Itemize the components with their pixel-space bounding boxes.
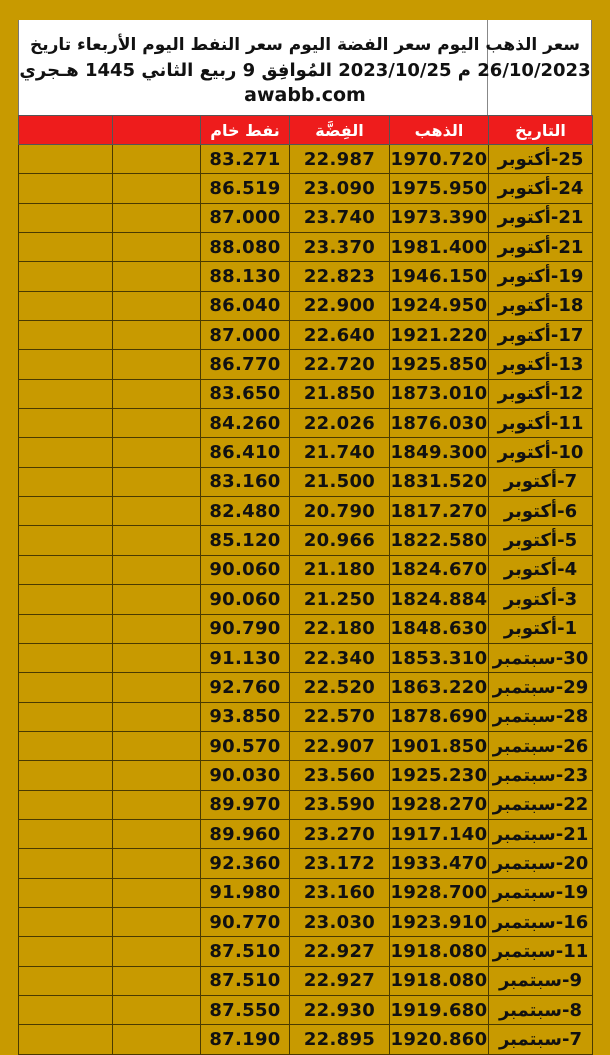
- empty-cell: [113, 203, 201, 232]
- empty-cell: [113, 585, 201, 614]
- empty-cell: [113, 409, 201, 438]
- oil-cell: 90.790: [201, 614, 290, 643]
- table-row: [19, 761, 593, 790]
- empty-cell: [113, 761, 201, 790]
- date-cell: 21-سبتمبر: [489, 819, 593, 848]
- header-oil: نفط خام: [201, 116, 290, 145]
- table-row: [19, 673, 593, 702]
- empty-cell: [19, 409, 113, 438]
- empty-cell: [113, 497, 201, 526]
- oil-cell: 86.040: [201, 291, 290, 320]
- silver-cell: 23.172: [290, 849, 390, 878]
- oil-cell: 88.130: [201, 262, 290, 291]
- empty-cell: [113, 379, 201, 408]
- oil-cell: 87.000: [201, 203, 290, 232]
- date-cell: 26-سبتمبر: [489, 731, 593, 760]
- table-row: [19, 819, 593, 848]
- prices-table: [18, 115, 593, 1055]
- empty-cell: [19, 790, 113, 819]
- empty-cell: [113, 819, 201, 848]
- empty-cell: [19, 321, 113, 350]
- gold-cell: 1918.080: [390, 966, 489, 995]
- empty-cell: [113, 614, 201, 643]
- table-row: [19, 878, 593, 907]
- gold-cell: 1925.850: [390, 350, 489, 379]
- empty-cell: [19, 467, 113, 496]
- empty-cell: [19, 233, 113, 262]
- gold-cell: 1876.030: [390, 409, 489, 438]
- empty-cell: [113, 702, 201, 731]
- gold-cell: 1918.080: [390, 937, 489, 966]
- header-empty-2: [19, 116, 113, 145]
- empty-cell: [113, 174, 201, 203]
- empty-cell: [113, 291, 201, 320]
- gold-cell: 1928.700: [390, 878, 489, 907]
- date-cell: 21-أكتوبر: [489, 203, 593, 232]
- silver-cell: 23.560: [290, 761, 390, 790]
- silver-cell: 22.520: [290, 673, 390, 702]
- oil-cell: 90.030: [201, 761, 290, 790]
- date-cell: 7-سبتمبر: [489, 1025, 593, 1054]
- table-row: [19, 174, 593, 203]
- gold-cell: 1901.850: [390, 731, 489, 760]
- date-cell: 8-سبتمبر: [489, 995, 593, 1024]
- empty-cell: [113, 233, 201, 262]
- header-date: التاريخ: [489, 116, 593, 145]
- date-cell: 19-سبتمبر: [489, 878, 593, 907]
- table-row: [19, 233, 593, 262]
- silver-cell: 21.250: [290, 585, 390, 614]
- gold-cell: 1973.390: [390, 203, 489, 232]
- gold-cell: 1924.950: [390, 291, 489, 320]
- gold-cell: 1970.720: [390, 145, 489, 174]
- silver-cell: 22.900: [290, 291, 390, 320]
- empty-cell: [113, 937, 201, 966]
- empty-cell: [19, 673, 113, 702]
- table-row: [19, 409, 593, 438]
- gold-cell: 1853.310: [390, 643, 489, 672]
- empty-cell: [19, 907, 113, 936]
- gold-cell: 1849.300: [390, 438, 489, 467]
- oil-cell: 82.480: [201, 497, 290, 526]
- silver-cell: 23.370: [290, 233, 390, 262]
- oil-cell: 87.510: [201, 937, 290, 966]
- gold-cell: 1863.220: [390, 673, 489, 702]
- silver-cell: 23.090: [290, 174, 390, 203]
- gold-cell: 1946.150: [390, 262, 489, 291]
- empty-cell: [113, 350, 201, 379]
- table-row: [19, 203, 593, 232]
- oil-cell: 89.960: [201, 819, 290, 848]
- oil-cell: 92.360: [201, 849, 290, 878]
- silver-cell: 22.895: [290, 1025, 390, 1054]
- oil-cell: 83.650: [201, 379, 290, 408]
- date-cell: 9-سبتمبر: [489, 966, 593, 995]
- table-row: [19, 145, 593, 174]
- oil-cell: 83.271: [201, 145, 290, 174]
- empty-cell: [113, 1025, 201, 1054]
- silver-cell: 23.160: [290, 878, 390, 907]
- date-cell: 10-أكتوبر: [489, 438, 593, 467]
- gold-cell: 1873.010: [390, 379, 489, 408]
- date-cell: 7-أكتوبر: [489, 467, 593, 496]
- empty-cell: [19, 203, 113, 232]
- empty-cell: [19, 878, 113, 907]
- date-cell: 21-أكتوبر: [489, 233, 593, 262]
- gold-cell: 1817.270: [390, 497, 489, 526]
- table-row: [19, 262, 593, 291]
- silver-cell: 23.030: [290, 907, 390, 936]
- gold-cell: 1925.230: [390, 761, 489, 790]
- date-cell: 11-سبتمبر: [489, 937, 593, 966]
- date-cell: 12-أكتوبر: [489, 379, 593, 408]
- empty-cell: [113, 262, 201, 291]
- empty-cell: [113, 966, 201, 995]
- oil-cell: 90.060: [201, 555, 290, 584]
- silver-cell: 22.340: [290, 643, 390, 672]
- gold-cell: 1824.670: [390, 555, 489, 584]
- date-cell: 13-أكتوبر: [489, 350, 593, 379]
- empty-cell: [113, 995, 201, 1024]
- top-band: [0, 0, 610, 20]
- empty-cell: [19, 731, 113, 760]
- oil-cell: 93.850: [201, 702, 290, 731]
- empty-cell: [19, 555, 113, 584]
- table-row: [19, 995, 593, 1024]
- gold-cell: 1822.580: [390, 526, 489, 555]
- date-cell: 1-أكتوبر: [489, 614, 593, 643]
- empty-cell: [113, 790, 201, 819]
- gold-cell: 1917.140: [390, 819, 489, 848]
- empty-cell: [19, 379, 113, 408]
- gold-cell: 1920.860: [390, 1025, 489, 1054]
- empty-cell: [19, 849, 113, 878]
- table-row: [19, 291, 593, 320]
- gold-cell: 1981.400: [390, 233, 489, 262]
- empty-cell: [19, 702, 113, 731]
- silver-cell: 22.823: [290, 262, 390, 291]
- silver-cell: 21.740: [290, 438, 390, 467]
- silver-cell: 22.570: [290, 702, 390, 731]
- gold-cell: 1933.470: [390, 849, 489, 878]
- empty-cell: [19, 819, 113, 848]
- silver-cell: 22.026: [290, 409, 390, 438]
- empty-cell: [113, 878, 201, 907]
- header-empty-1: [113, 116, 201, 145]
- silver-cell: 22.180: [290, 614, 390, 643]
- oil-cell: 84.260: [201, 409, 290, 438]
- empty-cell: [19, 145, 113, 174]
- silver-cell: 21.180: [290, 555, 390, 584]
- table-row: [19, 849, 593, 878]
- site-name: awabb.com: [244, 84, 366, 106]
- oil-cell: 92.760: [201, 673, 290, 702]
- silver-cell: 20.966: [290, 526, 390, 555]
- date-cell: 6-أكتوبر: [489, 497, 593, 526]
- table-row: [19, 526, 593, 555]
- date-cell: 28-سبتمبر: [489, 702, 593, 731]
- silver-cell: 23.590: [290, 790, 390, 819]
- empty-cell: [113, 643, 201, 672]
- empty-cell: [113, 321, 201, 350]
- table-header-row: [19, 116, 593, 145]
- table-row: [19, 379, 593, 408]
- table-row: [19, 937, 593, 966]
- date-cell: 5-أكتوبر: [489, 526, 593, 555]
- oil-cell: 91.980: [201, 878, 290, 907]
- silver-cell: 23.740: [290, 203, 390, 232]
- empty-cell: [113, 467, 201, 496]
- table-row: [19, 555, 593, 584]
- table-row: [19, 321, 593, 350]
- header-gold: الذهب: [390, 116, 489, 145]
- silver-cell: 22.927: [290, 937, 390, 966]
- table-row: [19, 1025, 593, 1054]
- empty-cell: [19, 438, 113, 467]
- empty-cell: [113, 673, 201, 702]
- gold-cell: 1919.680: [390, 995, 489, 1024]
- gold-cell: 1831.520: [390, 467, 489, 496]
- empty-cell: [19, 995, 113, 1024]
- table-row: [19, 731, 593, 760]
- date-cell: 19-أكتوبر: [489, 262, 593, 291]
- empty-cell: [19, 174, 113, 203]
- date-cell: 11-أكتوبر: [489, 409, 593, 438]
- empty-cell: [113, 438, 201, 467]
- empty-cell: [19, 937, 113, 966]
- table-row: [19, 438, 593, 467]
- empty-cell: [19, 614, 113, 643]
- oil-cell: 90.570: [201, 731, 290, 760]
- empty-cell: [19, 585, 113, 614]
- title-box: [18, 20, 592, 115]
- empty-cell: [19, 291, 113, 320]
- gold-cell: 1878.690: [390, 702, 489, 731]
- table-row: [19, 585, 593, 614]
- gold-cell: 1824.884: [390, 585, 489, 614]
- header-silver: الفِضَّة: [290, 116, 390, 145]
- empty-cell: [113, 145, 201, 174]
- oil-cell: 87.510: [201, 966, 290, 995]
- date-cell: 25-أكتوبر: [489, 145, 593, 174]
- oil-cell: 91.130: [201, 643, 290, 672]
- silver-cell: 20.790: [290, 497, 390, 526]
- table-row: [19, 350, 593, 379]
- oil-cell: 86.770: [201, 350, 290, 379]
- date-cell: 16-سبتمبر: [489, 907, 593, 936]
- title-line-1: سعر الذهب اليوم سعر الفضة اليوم سعر النفط اليوم الأربعاء تاريخ: [29, 35, 581, 55]
- gold-cell: 1928.270: [390, 790, 489, 819]
- empty-cell: [19, 350, 113, 379]
- table-row: [19, 614, 593, 643]
- oil-cell: 87.190: [201, 1025, 290, 1054]
- oil-cell: 87.000: [201, 321, 290, 350]
- gold-cell: 1921.220: [390, 321, 489, 350]
- date-cell: 29-سبتمبر: [489, 673, 593, 702]
- table-row: [19, 467, 593, 496]
- table-row: [19, 790, 593, 819]
- table-row: [19, 702, 593, 731]
- title-line-2: 26/10/2023 م 2023/10/25 المُوافِق 9 ربيع الثاني 1445 هـجري: [19, 60, 591, 81]
- silver-cell: 22.930: [290, 995, 390, 1024]
- gold-cell: 1848.630: [390, 614, 489, 643]
- empty-cell: [19, 497, 113, 526]
- table-row: [19, 966, 593, 995]
- oil-cell: 88.080: [201, 233, 290, 262]
- gold-cell: 1923.910: [390, 907, 489, 936]
- date-cell: 22-سبتمبر: [489, 790, 593, 819]
- oil-cell: 85.120: [201, 526, 290, 555]
- silver-cell: 23.270: [290, 819, 390, 848]
- empty-cell: [113, 907, 201, 936]
- date-cell: 17-أكتوبر: [489, 321, 593, 350]
- oil-cell: 83.160: [201, 467, 290, 496]
- empty-cell: [113, 849, 201, 878]
- date-cell: 30-سبتمبر: [489, 643, 593, 672]
- table-row: [19, 497, 593, 526]
- silver-cell: 22.640: [290, 321, 390, 350]
- date-cell: 4-أكتوبر: [489, 555, 593, 584]
- silver-cell: 22.907: [290, 731, 390, 760]
- empty-cell: [19, 526, 113, 555]
- empty-cell: [19, 1025, 113, 1054]
- empty-cell: [19, 966, 113, 995]
- gold-cell: 1975.950: [390, 174, 489, 203]
- silver-cell: 22.987: [290, 145, 390, 174]
- empty-cell: [19, 262, 113, 291]
- oil-cell: 90.060: [201, 585, 290, 614]
- table-row: [19, 643, 593, 672]
- oil-cell: 86.410: [201, 438, 290, 467]
- empty-cell: [113, 555, 201, 584]
- table-row: [19, 907, 593, 936]
- silver-cell: 22.720: [290, 350, 390, 379]
- empty-cell: [113, 526, 201, 555]
- date-cell: 20-سبتمبر: [489, 849, 593, 878]
- empty-cell: [19, 643, 113, 672]
- oil-cell: 90.770: [201, 907, 290, 936]
- oil-cell: 89.970: [201, 790, 290, 819]
- silver-cell: 22.927: [290, 966, 390, 995]
- date-cell: 23-سبتمبر: [489, 761, 593, 790]
- date-cell: 18-أكتوبر: [489, 291, 593, 320]
- date-cell: 24-أكتوبر: [489, 174, 593, 203]
- empty-cell: [113, 731, 201, 760]
- empty-cell: [19, 761, 113, 790]
- oil-cell: 87.550: [201, 995, 290, 1024]
- oil-cell: 86.519: [201, 174, 290, 203]
- silver-cell: 21.850: [290, 379, 390, 408]
- silver-cell: 21.500: [290, 467, 390, 496]
- date-cell: 3-أكتوبر: [489, 585, 593, 614]
